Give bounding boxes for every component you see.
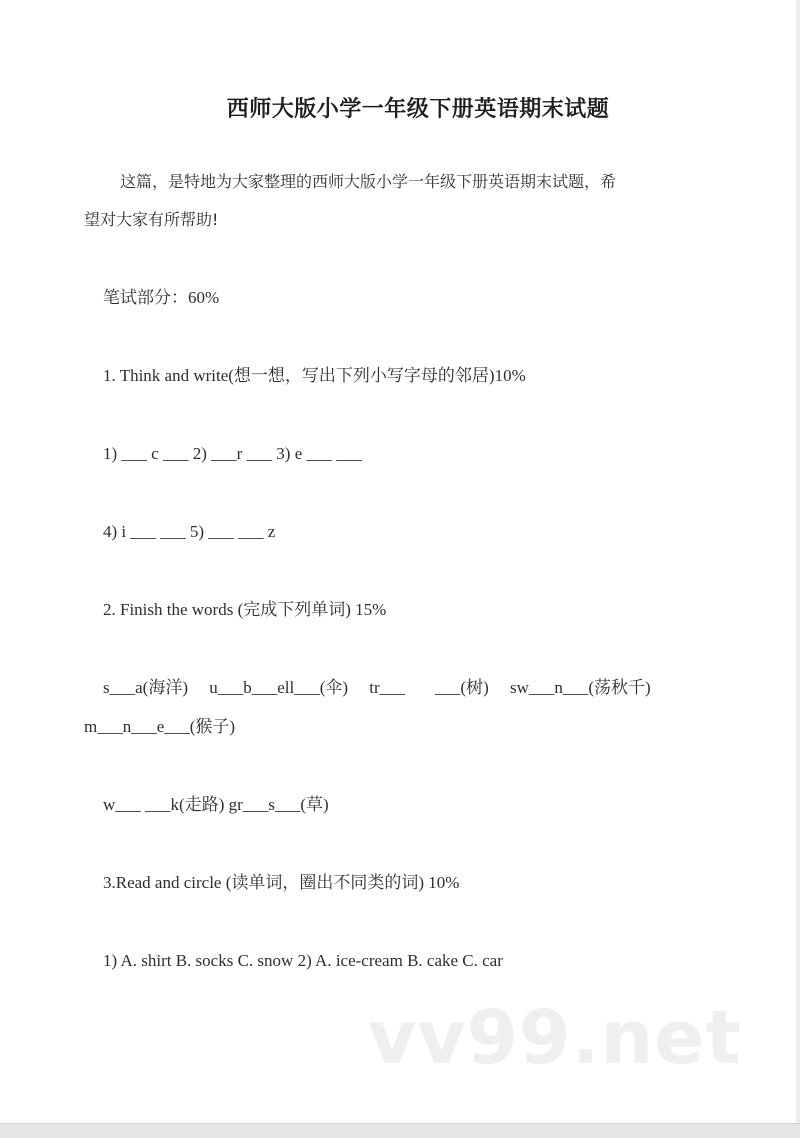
question-1-line-2: 4) i ___ ___ 5) ___ ___ z [103, 522, 276, 541]
page-bottom-band [0, 1123, 800, 1138]
question-1-heading: 1. Think and write(想一想，写出下列小写字母的邻居)10% [103, 366, 526, 385]
intro-line-1: 这篇，是特地为大家整理的西师大版小学一年级下册英语期末试题，希 [120, 172, 617, 191]
question-2-line-3: w___ ___k(走路) gr___s___(草) [103, 795, 329, 814]
question-3-line-1: 1) A. shirt B. socks C. snow 2) A. ice-cream B. cake C. car [103, 951, 503, 970]
watermark: vv99.net [368, 995, 742, 1081]
intro-line-2: 望对大家有所帮助! [84, 210, 219, 229]
question-2-heading: 2. Finish the words (完成下列单词) 15% [103, 600, 387, 619]
question-2-line-2: m___n___e___(猴子) [84, 717, 236, 736]
question-2-line-1: s___a(海洋) u___b___ell___(伞) tr___ ___(树) sw___n___(荡秋千) [103, 678, 651, 697]
question-1-line-1: 1) ___ c ___ 2) ___r ___ 3) e ___ ___ [103, 444, 362, 463]
document-title: 西师大版小学一年级下册英语期末试题 [226, 97, 610, 122]
page-edge [796, 0, 800, 1123]
section-header: 笔试部分：60% [103, 288, 220, 307]
question-3-heading: 3.Read and circle (读单词，圈出不同类的词) 10% [103, 873, 460, 892]
